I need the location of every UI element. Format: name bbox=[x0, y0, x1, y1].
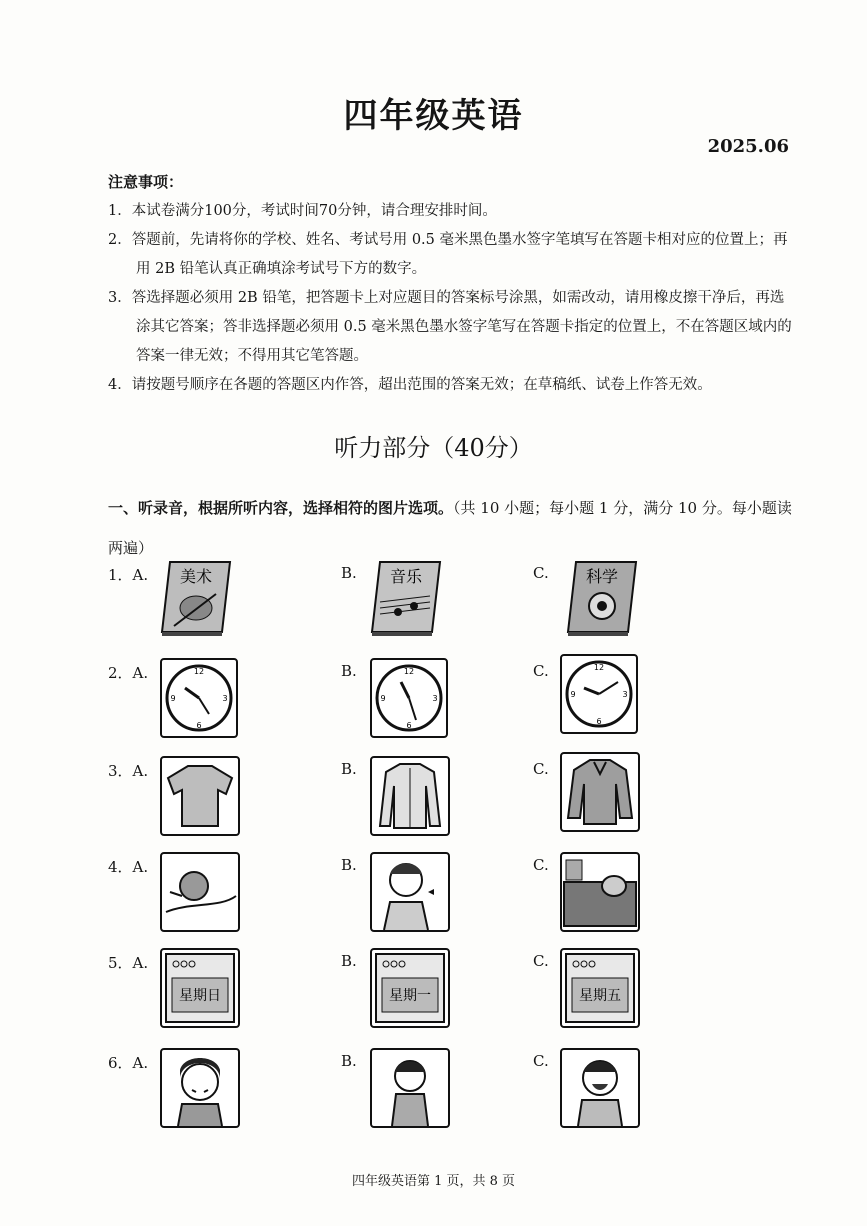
option-a-label: 6．A. bbox=[108, 1054, 149, 1072]
option-a-label: 3．A. bbox=[108, 762, 149, 780]
option-c-label: C. bbox=[533, 662, 549, 680]
shirt-icon[interactable] bbox=[370, 756, 450, 836]
section-title: 听力部分（40分） bbox=[334, 434, 533, 462]
svg-text:6: 6 bbox=[196, 721, 202, 730]
option-b-label: B. bbox=[341, 564, 357, 582]
option-c-label: C. bbox=[533, 564, 549, 582]
svg-text:6: 6 bbox=[406, 721, 412, 730]
svg-text:12: 12 bbox=[193, 667, 205, 676]
svg-text:3: 3 bbox=[622, 690, 628, 699]
friday-sign-icon[interactable] bbox=[560, 948, 640, 1028]
bed-icon[interactable] bbox=[560, 852, 640, 932]
art-book-icon[interactable] bbox=[160, 560, 232, 636]
sleeping-icon[interactable] bbox=[160, 852, 240, 932]
notice-item: 3．答选择题必须用 2B 铅笔，把答题卡上对应题目的答案标号涂黑，如需改动，请用橡皮擦干净后，再选涂其它答案；答非选择题必须用 0.5 毫米黑色墨水签字笔写在答题卡指定的位置上，不在答题区域内的答案一律无效；不得用其它笔答题。 bbox=[108, 290, 792, 364]
exam-title: 四年级英语 bbox=[343, 96, 524, 136]
notice-heading: 注意事项： bbox=[108, 173, 184, 191]
notice-item: 4．请按题号顺序在各题的答题区内作答，超出范围的答案无效；在草稿纸、试卷上作答无效。 bbox=[108, 377, 712, 393]
crying-girl-icon[interactable] bbox=[160, 1048, 240, 1128]
coughing-icon[interactable] bbox=[370, 852, 450, 932]
book-title: 美术 bbox=[179, 567, 213, 586]
option-b-label: B. bbox=[341, 662, 357, 680]
svg-text:6: 6 bbox=[596, 717, 602, 726]
blouse-icon[interactable] bbox=[560, 752, 640, 832]
svg-text:9: 9 bbox=[380, 694, 386, 703]
notice-item: 1．本试卷满分100分，考试时间70分钟，请合理安排时间。 bbox=[108, 203, 497, 219]
option-b-label: B. bbox=[341, 952, 357, 970]
book-title: 科学 bbox=[585, 567, 619, 586]
question-1-instruction bbox=[108, 488, 798, 568]
question-1-rule: （共 10 小题；每小题 1 分，满分 10 分。每小题读两遍） bbox=[108, 499, 792, 557]
laughing-boy-icon[interactable] bbox=[560, 1048, 640, 1128]
clock-icon[interactable] bbox=[370, 658, 448, 738]
option-b-label: B. bbox=[341, 760, 357, 778]
question-row-1 bbox=[108, 560, 808, 648]
question-row-5 bbox=[108, 948, 808, 1036]
option-c-label: C. bbox=[533, 856, 549, 874]
music-book-icon[interactable] bbox=[370, 560, 442, 636]
option-c-label: C. bbox=[533, 760, 549, 778]
svg-text:12: 12 bbox=[593, 663, 605, 672]
question-1-label: 一、听录音，根据所听内容，选择相符的图片选项。 bbox=[108, 499, 454, 517]
option-a-label: 5．A. bbox=[108, 954, 149, 972]
t-shirt-icon[interactable] bbox=[160, 756, 240, 836]
option-c-label: C. bbox=[533, 1052, 549, 1070]
question-row-2 bbox=[108, 658, 808, 746]
option-a-label: 1．A. bbox=[108, 566, 149, 584]
option-a-label: 4．A. bbox=[108, 858, 149, 876]
page-footer: 四年级英语第 1 页，共 8 页 bbox=[351, 1174, 516, 1189]
day-label: 星期日 bbox=[179, 988, 221, 1004]
question-row-4 bbox=[108, 852, 808, 940]
clock-icon[interactable] bbox=[560, 654, 638, 734]
question-row-3 bbox=[108, 756, 808, 844]
clock-icon[interactable] bbox=[160, 658, 238, 738]
exam-date: 2025.06 bbox=[707, 136, 789, 157]
notice-item: 2．答题前，先请将你的学校、姓名、考试号用 0.5 毫米黑色墨水签字笔填写在答题卡相对应的位置上；再用 2B 铅笔认真正确填涂考试号下方的数字。 bbox=[108, 232, 788, 277]
option-c-label: C. bbox=[533, 952, 549, 970]
notice-block bbox=[108, 168, 798, 400]
sunday-sign-icon[interactable] bbox=[160, 948, 240, 1028]
svg-text:3: 3 bbox=[222, 694, 228, 703]
day-label: 星期一 bbox=[389, 988, 431, 1004]
day-label: 星期五 bbox=[579, 988, 621, 1004]
question-row-6 bbox=[108, 1048, 808, 1136]
book-title: 音乐 bbox=[389, 567, 423, 586]
monday-sign-icon[interactable] bbox=[370, 948, 450, 1028]
option-a-label: 2．A. bbox=[108, 664, 149, 682]
option-b-label: B. bbox=[341, 1052, 357, 1070]
svg-text:9: 9 bbox=[170, 694, 176, 703]
boy-icon[interactable] bbox=[370, 1048, 450, 1128]
science-book-icon[interactable] bbox=[566, 560, 638, 636]
option-b-label: B. bbox=[341, 856, 357, 874]
svg-text:3: 3 bbox=[432, 694, 438, 703]
svg-text:9: 9 bbox=[570, 690, 576, 699]
svg-text:12: 12 bbox=[403, 667, 415, 676]
